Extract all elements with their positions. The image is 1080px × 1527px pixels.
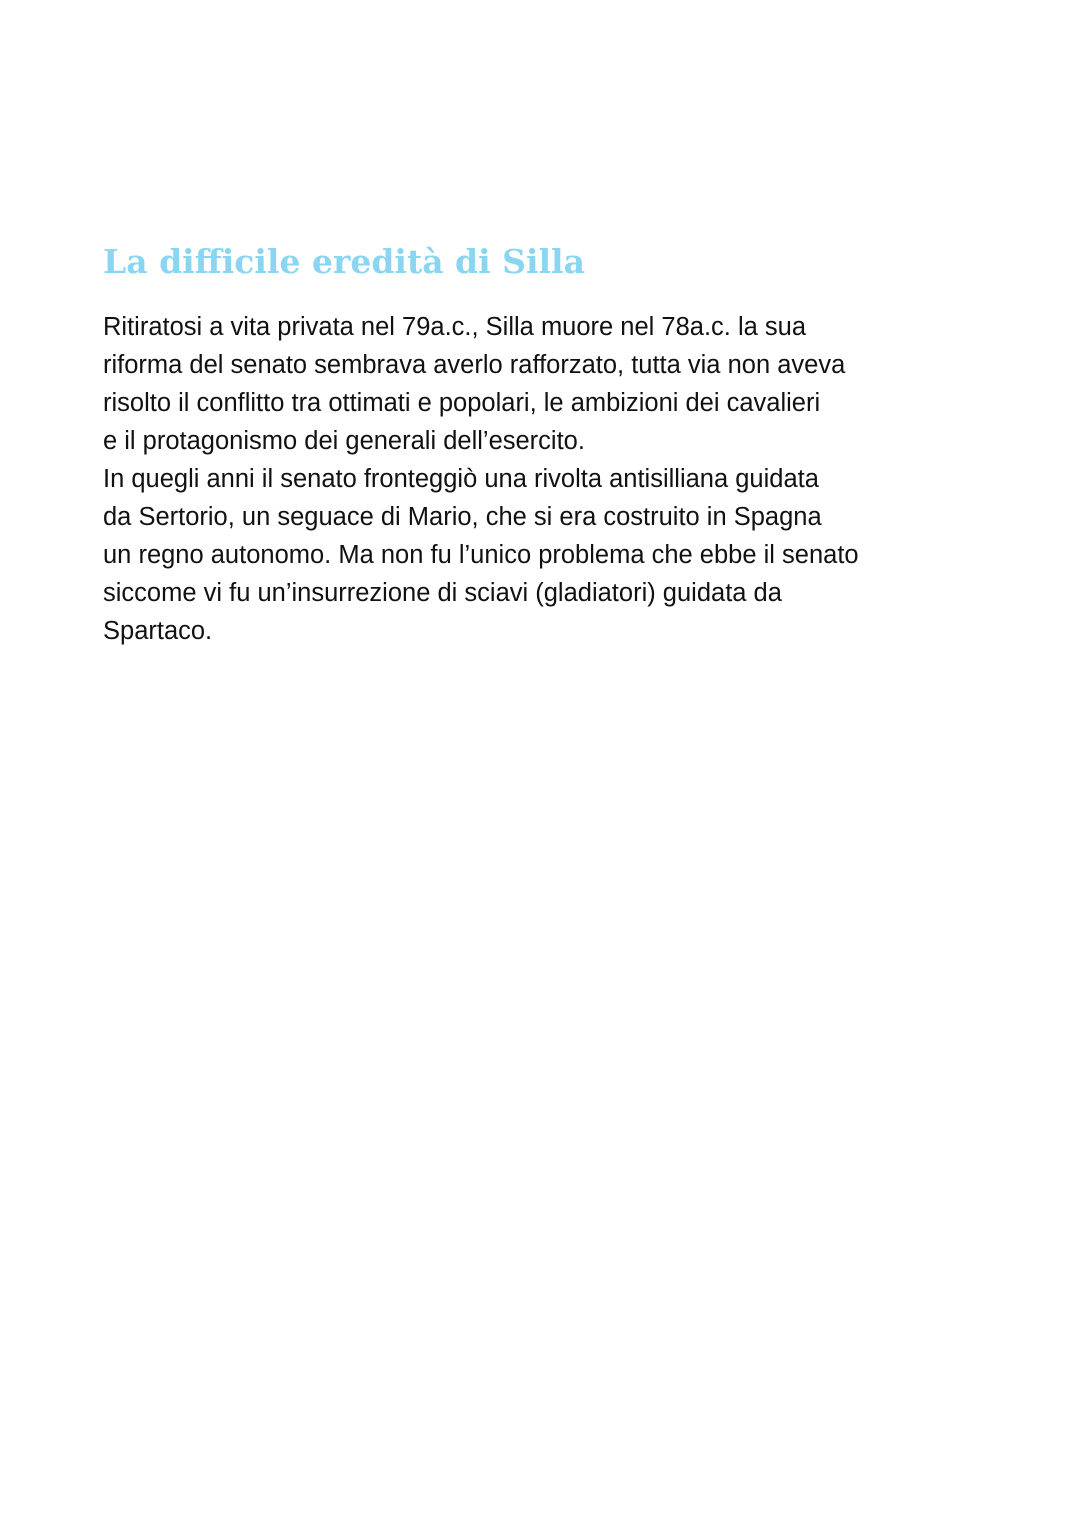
text-line: e il protagonismo dei generali dell’esercito.	[103, 427, 585, 455]
text-line: risolto il conflitto tra ottimati e popolari, le ambizioni dei cavalieri	[103, 389, 821, 417]
body-text	[103, 308, 1003, 650]
page-title: La difficile eredità di Silla	[103, 242, 585, 281]
text-line: siccome vi fu un’insurrezione di sciavi (gladiatori) guidata da	[103, 579, 782, 607]
text-line: un regno autonomo. Ma non fu l’unico problema che ebbe il senato	[103, 541, 859, 569]
text-line: riforma del senato sembrava averlo rafforzato, tutta via non aveva	[103, 351, 846, 379]
text-line: In quegli anni il senato fronteggiò una rivolta antisilliana guidata	[103, 465, 819, 493]
text-line: Spartaco.	[103, 617, 213, 645]
text-line: da Sertorio, un seguace di Mario, che si era costruito in Spagna	[103, 503, 822, 531]
text-line: Ritiratosi a vita privata nel 79a.c., Silla muore nel 78a.c. la sua	[103, 313, 807, 341]
